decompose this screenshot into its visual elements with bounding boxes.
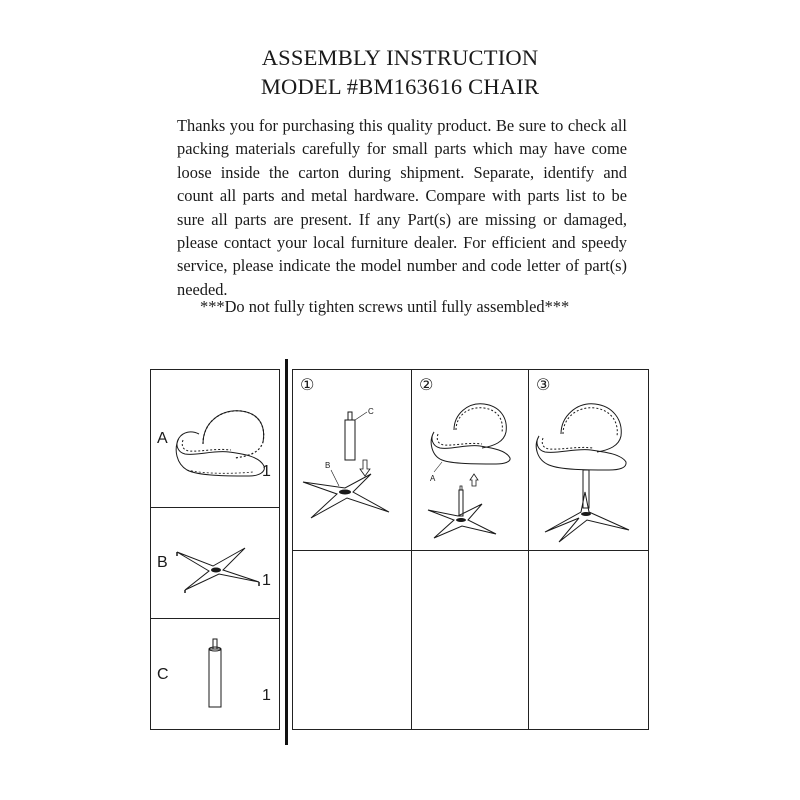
title-block (0, 43, 800, 101)
document-title: ASSEMBLY INSTRUCTION (261, 45, 539, 70)
step-number: ③ (536, 375, 551, 394)
part-label-c: C (368, 407, 374, 416)
part-letter: C (157, 666, 169, 683)
step-5-empty (412, 551, 529, 729)
part-row-a (151, 370, 279, 508)
step-4-empty (293, 551, 412, 729)
part-quantity: 1 (262, 463, 271, 480)
section-divider (285, 359, 288, 745)
parts-list (150, 369, 280, 730)
star-base-icon (173, 544, 263, 594)
part-quantity: 1 (262, 572, 271, 589)
step-2 (412, 370, 529, 551)
part-label-a: A (430, 474, 436, 483)
step-2-diagram (412, 370, 529, 551)
part-row-c (151, 619, 279, 729)
gas-cylinder-icon (205, 639, 225, 711)
part-row-b (151, 508, 279, 619)
tighten-warning: ***Do not fully tighten screws until fully assembled*** (200, 297, 570, 316)
step-number: ① (300, 375, 315, 394)
part-quantity: 1 (262, 687, 271, 704)
step-3-diagram (529, 370, 648, 551)
step-3 (529, 370, 648, 551)
part-letter: B (157, 554, 168, 571)
chair-seat-icon (173, 404, 268, 484)
model-number: MODEL #BM163616 CHAIR (260, 74, 540, 99)
step-1-diagram (293, 370, 412, 551)
part-label-b: B (325, 461, 331, 470)
step-1 (293, 370, 412, 551)
assembly-steps (292, 369, 649, 730)
intro-paragraph: Thanks you for purchasing this quality product. Be sure to check all packing materials carefully for small parts which may have come loose inside the carton during shipment. Separate, identify and count all parts and metal hardware. Compare with parts list to be sure all parts are present. If any Part(s) are missing or damaged, please contact your local furniture dealer. For efficient and speedy service, please indicate the model number and code letter of part(s) needed. (177, 116, 627, 299)
step-6-empty (529, 551, 648, 729)
part-letter: A (157, 430, 168, 447)
step-number: ② (419, 375, 434, 394)
